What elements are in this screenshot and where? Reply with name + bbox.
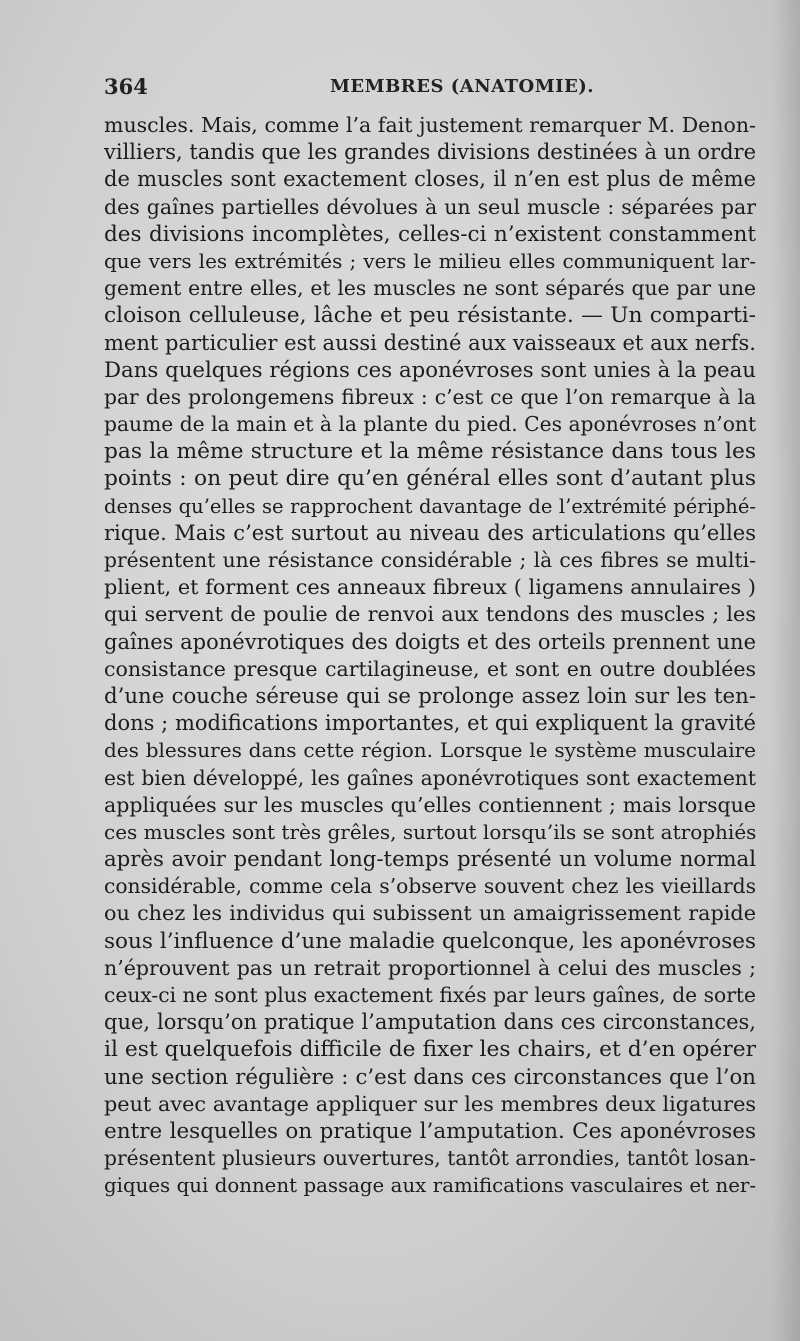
text-line: n’éprouvent pas un retrait proportionnel à celui des muscles ; <box>104 955 756 980</box>
text-line: denses qu’elles se rapprochent davantage de l’extrémité périphé- <box>104 494 756 518</box>
text-line: ces muscles sont très grêles, surtout lorsqu’ils se sont atrophiés <box>104 819 757 844</box>
text-line: après avoir pendant long-temps présenté un volume normal <box>104 847 756 873</box>
text-line: appliquées sur les muscles qu’elles contiennent ; mais lorsque <box>104 792 756 817</box>
text-line: des blessures dans cette région. Lorsque le système musculaire <box>104 738 756 763</box>
running-title: MEMBRES (ANATOMIE). <box>330 76 595 97</box>
page-number: 364 <box>104 74 148 99</box>
text-line: pas la même structure et la même résistance dans tous les <box>104 439 756 465</box>
text-line: muscles. Mais, comme l’a fait justement remarquer M. Denon- <box>104 113 756 137</box>
text-line: consistance presque cartilagineuse, et sont en outre doublées <box>104 656 756 681</box>
text-line: cloison celluleuse, lâche et peu résistante. — Un comparti- <box>104 303 756 329</box>
text-line: qui servent de poulie de renvoi aux tendons des muscles ; les <box>104 602 756 627</box>
text-line: rique. Mais c’est surtout au niveau des articulations qu’elles <box>104 520 756 545</box>
text-line: considérable, comme cela s’observe souvent chez les vieillards <box>104 874 756 899</box>
text-line: villiers, tandis que les grandes divisions destinées à un ordre <box>104 140 756 165</box>
page-header <box>104 72 754 106</box>
text-line: plient, et forment ces anneaux fibreux ( ligamens annulaires ) <box>104 575 756 600</box>
text-line: peut avec avantage appliquer sur les membres deux ligatures <box>104 1091 756 1116</box>
text-line: dons ; modifications importantes, et qui expliquent la gravité <box>104 711 756 736</box>
text-line: par des prolongemens fibreux : c’est ce que l’on remarque à la <box>104 384 756 409</box>
text-line: giques qui donnent passage aux ramifications vasculaires et ner- <box>104 1174 756 1198</box>
text-line: Dans quelques régions ces aponévroses sont unies à la peau <box>104 357 756 383</box>
text-line: présentent plusieurs ouvertures, tantôt arrondies, tantôt losan- <box>104 1146 756 1171</box>
text-line: ment particulier est aussi destiné aux vaisseaux et aux nerfs. <box>104 330 756 355</box>
text-line: gaînes aponévrotiques des doigts et des orteils prennent une <box>104 629 756 654</box>
text-line: entre lesquelles on pratique l’amputation. Ces aponévroses <box>104 1118 756 1144</box>
text-line: présentent une résistance considérable ; là ces fibres se multi- <box>104 548 756 572</box>
text-line: d’une couche séreuse qui se prolonge assez loin sur les ten- <box>104 683 756 709</box>
text-line: ceux-ci ne sont plus exactement fixés par leurs gaînes, de sorte <box>104 983 756 1007</box>
text-line: sous l’influence d’une maladie quelconque, les aponévroses <box>104 928 756 954</box>
text-line: est bien développé, les gaînes aponévrotiques sont exactement <box>104 765 756 790</box>
text-line: que vers les extrémités ; vers le milieu elles communiquent lar- <box>104 248 756 273</box>
text-line: de muscles sont exactement closes, il n’en est plus de même <box>104 167 756 192</box>
text-line: des gaînes partielles dévolues à un seul muscle : séparées par <box>104 194 756 219</box>
text-line: des divisions incomplètes, celles-ci n’existent constamment <box>104 221 756 247</box>
text-line: points : on peut dire qu’en général elles sont d’autant plus <box>104 466 756 492</box>
text-line: que, lorsqu’on pratique l’amputation dans ces circonstances, <box>104 1010 756 1035</box>
text-line: une section régulière : c’est dans ces circonstances que l’on <box>104 1064 756 1090</box>
body-text <box>104 112 756 1200</box>
text-line: gement entre elles, et les muscles ne sont séparés que par une <box>104 276 756 301</box>
page-edge-shadow <box>772 0 800 1341</box>
text-line: paume de la main et à la plante du pied. Ces aponévroses n’ont <box>104 412 757 437</box>
text-line: il est quelquefois difficile de fixer les chairs, et d’en opérer <box>104 1037 756 1063</box>
text-line: ou chez les individus qui subissent un amaigrissement rapide <box>104 901 756 926</box>
